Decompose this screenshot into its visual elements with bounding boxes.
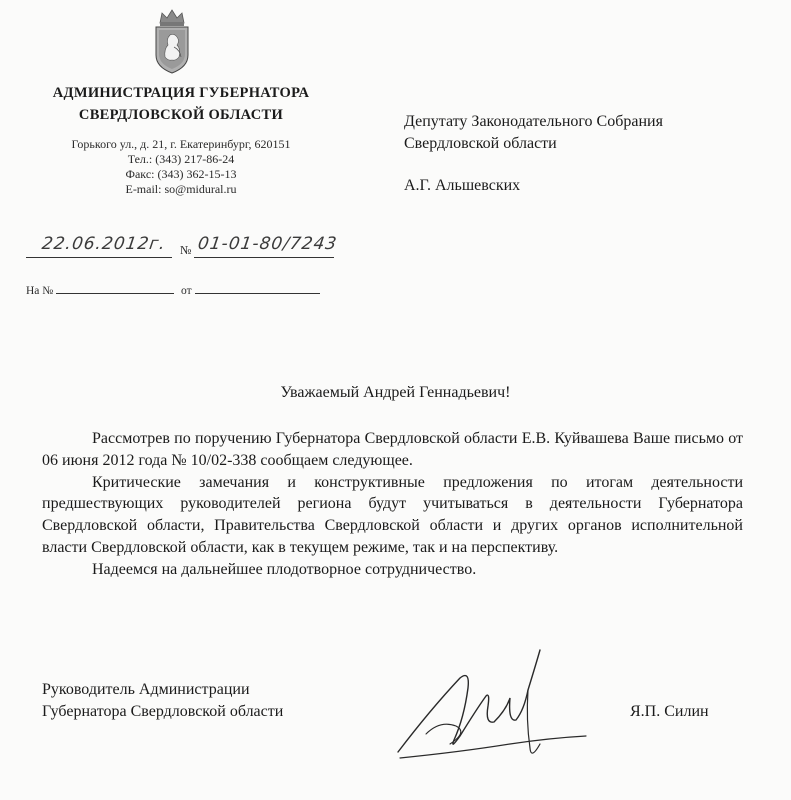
paragraph: Надеемся на дальнейшее плодотворное сотрудничество. xyxy=(92,560,477,578)
signatory-title-line1: Руководитель Администрации xyxy=(42,681,250,698)
registration-date: 22.06.2012г. xyxy=(40,234,168,254)
recipient-line2: Свердловской области xyxy=(404,135,557,152)
org-contacts xyxy=(26,137,336,197)
coat-of-arms-icon xyxy=(150,5,194,75)
organization-name xyxy=(26,82,336,126)
recipient-block xyxy=(404,111,774,155)
handwritten-signature xyxy=(390,640,590,780)
letter-body xyxy=(42,428,743,581)
number-underline xyxy=(194,257,334,258)
org-phone: Тел.: (343) 217-86-24 xyxy=(127,152,235,166)
reference-line xyxy=(26,283,320,297)
recipient-name: А.Г. Альшевских xyxy=(404,177,521,194)
org-name-line1: АДМИНИСТРАЦИЯ ГУБЕРНАТОРА xyxy=(52,85,310,101)
ref-from-label: от xyxy=(181,285,192,297)
ref-date-blank xyxy=(195,283,320,294)
signatory-title xyxy=(42,679,283,723)
number-sign: № xyxy=(180,243,192,257)
paragraph: Рассмотрев по поручению Губернатора Свердловской области Е.В. Куйвашева Ваше письмо от 06 июня 2012 года № 10/02-338 сообщаем следующее. xyxy=(42,430,743,469)
signatory-title-line2: Губернатора Свердловской области xyxy=(42,703,284,720)
org-address: Горького ул., д. 21, г. Екатеринбург, 620151 xyxy=(71,137,291,151)
org-fax: Факс: (343) 362-15-13 xyxy=(125,167,237,181)
paragraph: Критические замечания и конструктивные предложения по итогам деятельности предшествующих руководителей региона будут учитываться в деятельности Губернатора Свердловской области, Правительства Свердловской области и других органов исполнительной власти Свердловской области, как в текущем режиме, так и на перспективу. xyxy=(42,473,743,556)
ref-prefix: На № xyxy=(26,285,54,297)
signatory-name: Я.П. Силин xyxy=(630,703,709,720)
registration-number: 01-01-80/7243 xyxy=(196,234,339,254)
ref-number-blank xyxy=(56,283,174,294)
date-underline xyxy=(26,257,172,258)
salutation: Уважаемый Андрей Геннадьевич! xyxy=(280,384,511,401)
recipient-line1: Депутату Законодательного Собрания xyxy=(404,113,663,130)
org-name-line2: СВЕРДЛОВСКОЙ ОБЛАСТИ xyxy=(78,107,284,123)
org-email: E-mail: so@midural.ru xyxy=(125,182,237,196)
